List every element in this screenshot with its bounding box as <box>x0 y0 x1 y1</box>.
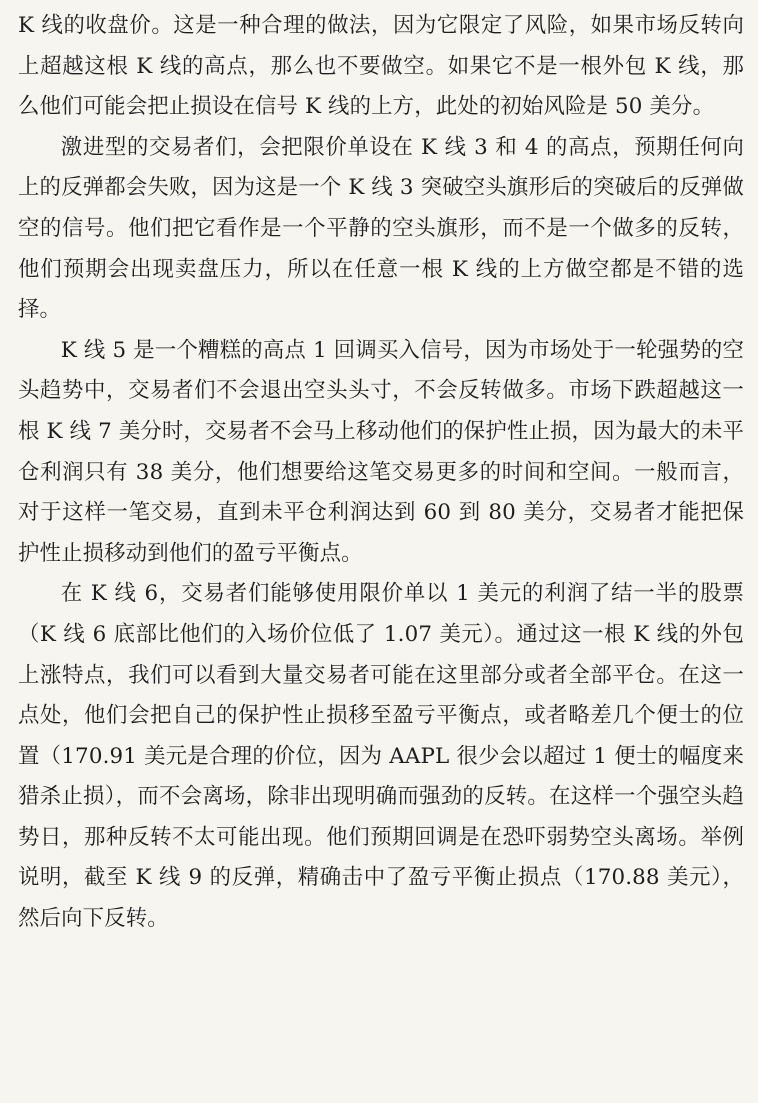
paragraph-2: 激进型的交易者们，会把限价单设在 K 线 3 和 4 的高点，预期任何向上的反弹都会失败，因为这是一个 K 线 3 突破空头旗形后的突破后的反弹做空的信号。他们把它看作是一个平静的空头旗形，而不是一个做多的反转，他们预期会出现卖盘压力，所以在任意一根 K 线的上方做空都是不错的选择。 <box>18 134 744 323</box>
paragraph-1: K 线的收盘价。这是一种合理的做法，因为它限定了风险，如果市场反转向上超越这根 K 线的高点，那么也不要做空。如果它不是一根外包 K 线，那么他们可能会把止损设在信号 K 线的上方，此处的初始风险是 50 美分。 <box>18 13 744 120</box>
paragraph-4: 在 K 线 6，交易者们能够使用限价单以 1 美元的利润了结一半的股票（K 线 6 底部比他们的入场价位低了 1.07 美元）。通过这一根 K 线的外包上涨特点，我们可以看到大量交易者可能在这里部分或者全部平仓。在这一点处，他们会把自己的保护性止损移至盈亏平衡点，或者略差几个便士的位置（170.91 美元是合理的价位，因为 AAPL 很少会以超过 1 便士的幅度来猎杀止损），而不会离场，除非出现明确而强劲的反转。在这样一个强空头趋势日，那种反转不太可能出现。他们预期回调是在恐吓弱势空头离场。举例说明，截至 K 线 9 的反弹，精确击中了盈亏平衡止损点（170.88 美元），然后向下反转。 <box>18 581 744 932</box>
paragraph-3: K 线 5 是一个糟糕的高点 1 回调买入信号，因为市场处于一轮强势的空头趋势中，交易者们不会退出空头头寸，不会反转做多。市场下跌超越这一根 K 线 7 美分时，交易者不会马上移动他们的保护性止损，因为最大的未平仓利润只有 38 美分，他们想要给这笔交易更多的时间和空间。一般而言，对于这样一笔交易，直到未平仓利润达到 60 到 80 美分，交易者才能把保护性止损移动到他们的盈亏平衡点。 <box>18 337 744 566</box>
